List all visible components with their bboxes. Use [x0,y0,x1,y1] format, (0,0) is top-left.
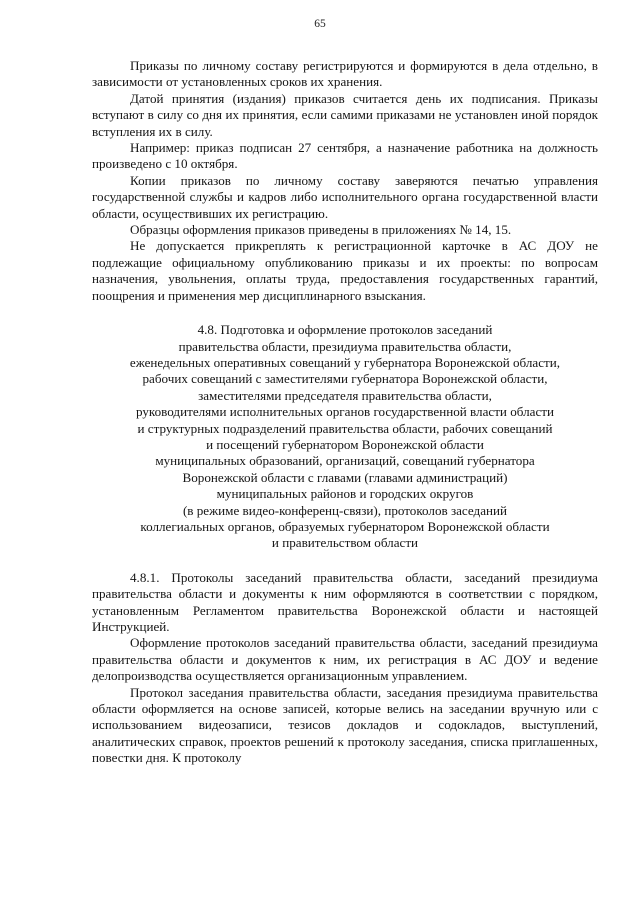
heading-line: муниципальных районов и городских округов [216,486,474,502]
heading-line: Воронежской области с главами (главами администраций) [182,469,508,485]
heading-line: (в режиме видео-конференц-связи), протоколов заседаний [182,502,508,518]
paragraph: Например: приказ подписан 27 сентября, а назначение работника на должность произведено с 10 октября. [92,140,598,172]
heading-line: и правительством области [271,535,419,551]
heading-line: заместителями председателя правительства области, [198,387,492,403]
heading-line: и структурных подразделений правительства области, рабочих совещаний [137,420,553,436]
page-number: 65 [314,18,326,30]
paragraph: Оформление протоколов заседаний правительства области, заседаний президиума правительства области и документов к ним, их регистрация в АС ДОУ и ведение делопроизводства осуществляется организационным управлением. [92,635,598,684]
heading-line: правительства области, президиума правительства области, [178,338,512,354]
paragraph: Копии приказов по личному составу заверяются печатью управления государственной службы и кадров либо исполнительного органа государственной власти области, осуществивших их регистрацию. [92,172,598,221]
section-heading [92,322,598,552]
heading-line: 4.8. Подготовка и оформление протоколов заседаний [197,322,493,338]
heading-line: руководителями исполнительных органов государственной власти области [136,404,554,420]
paragraph: Образцы оформления приказов приведены в приложениях № 14, 15. [130,222,512,238]
paragraph: 4.8.1. Протоколы заседаний правительства области, заседаний президиума правительства области и документы к ним оформляются в соответствии с порядком, установленным Регламентом правительства Воронежской области и настоящей Инструкцией. [92,569,598,634]
heading-line: муниципальных образований, организаций, совещаний губернатора [155,453,535,469]
heading-line: и посещений губернатором Воронежской области [206,436,484,452]
paragraph: Протокол заседания правительства области, заседания президиума правительства области оформляется на основе записей, которые велись на заседании вручную или с использованием видеозаписи, тезисов докладов и содокладов, выступлений, аналитических справок, проектов решений к протоколу заседания, списка приглашенных, повестки дня. К протоколу [92,684,598,766]
paragraph: Не допускается прикреплять к регистрационной карточке в АС ДОУ не подлежащие официальному опубликованию приказы и их проекты: по вопросам назначения, увольнения, оплаты труда, предоставления государственных гарантий, поощрения и применения мер дисциплинарного взыскания. [92,238,598,303]
heading-line: еженедельных оперативных совещаний у губернатора Воронежской области, [129,354,561,370]
heading-line: рабочих совещаний с заместителями губернатора Воронежской области, [142,371,548,387]
paragraph: Датой принятия (издания) приказов считается день их подписания. Приказы вступают в силу со дня их принятия, если самими приказами не установлен иной порядок вступления их в силу. [92,90,598,139]
heading-line: коллегиальных органов, образуемых губернатором Воронежской области [140,518,550,534]
document-body [92,58,598,767]
paragraph: Приказы по личному составу регистрируются и формируются в дела отдельно, в зависимости от установленных сроков их хранения. [92,58,598,90]
